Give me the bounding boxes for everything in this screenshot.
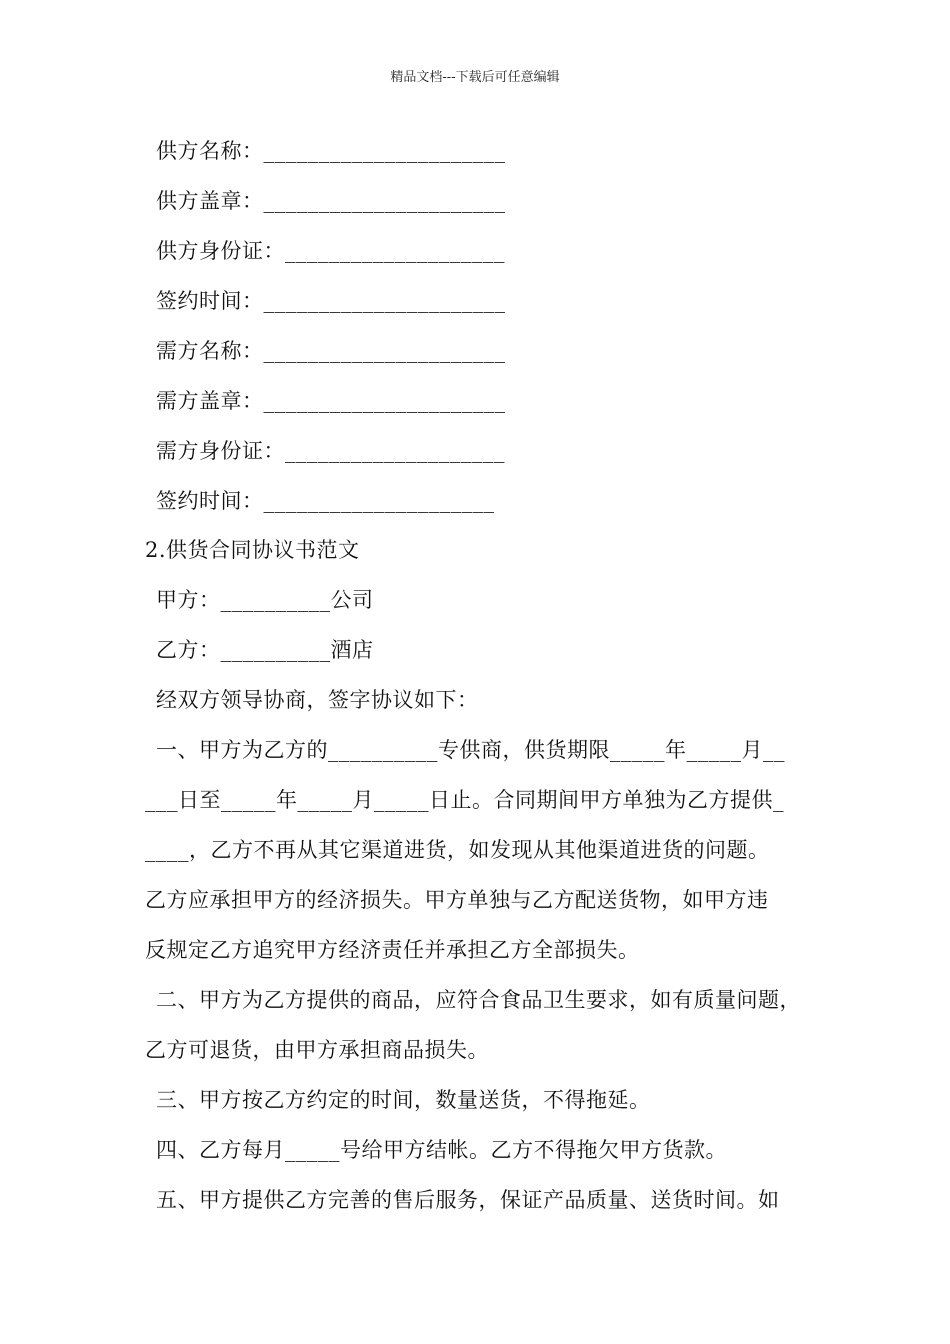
party-b-line: 乙方：__________酒店: [156, 638, 374, 662]
clause-line: 四、乙方每月_____号给甲方结帐。乙方不得拖欠甲方货款。: [156, 1138, 727, 1162]
supplier-id-field: 供方身份证：____________________: [156, 239, 505, 263]
clause-line: 乙方可退货，由甲方承担商品损失。: [145, 1038, 489, 1062]
clause-line: 三、甲方按乙方约定的时间，数量送货，不得拖延。: [156, 1088, 651, 1112]
clause-line: ___日至_____年_____月_____日止。合同期间甲方单独为乙方提供_: [145, 788, 784, 812]
clause-line: 五、甲方提供乙方完善的售后服务，保证产品质量、送货时间。如: [156, 1188, 780, 1212]
clause-line: ____，乙方不再从其它渠道进货，如发现从其他渠道进货的问题。: [145, 838, 770, 862]
buyer-name-field: 需方名称：______________________: [156, 339, 506, 363]
page-header: 精品文档---下载后可任意编辑: [390, 70, 560, 85]
intro-line: 经双方领导协商，签字协议如下：: [156, 688, 479, 712]
supplier-name-field: 供方名称：______________________: [156, 139, 506, 163]
buyer-id-field: 需方身份证：____________________: [156, 439, 505, 463]
clause-line: 乙方应承担甲方的经济损失。甲方单独与乙方配送货物，如甲方违: [145, 888, 769, 912]
section-title: 2.供货合同协议书范文: [145, 538, 360, 562]
clause-line: 二、甲方为乙方提供的商品，应符合食品卫生要求，如有质量问题，: [156, 988, 801, 1012]
clause-line: 一、甲方为乙方的__________专供商，供货期限_____年_____月__: [156, 738, 785, 762]
buyer-sign-date-field: 签约时间：_____________________: [156, 489, 495, 513]
buyer-seal-field: 需方盖章：______________________: [156, 389, 506, 413]
clause-line: 反规定乙方追究甲方经济责任并承担乙方全部损失。: [145, 938, 640, 962]
supplier-seal-field: 供方盖章：______________________: [156, 189, 506, 213]
supplier-sign-date-field: 签约时间：______________________: [156, 289, 506, 313]
party-a-line: 甲方：__________公司: [156, 588, 374, 612]
